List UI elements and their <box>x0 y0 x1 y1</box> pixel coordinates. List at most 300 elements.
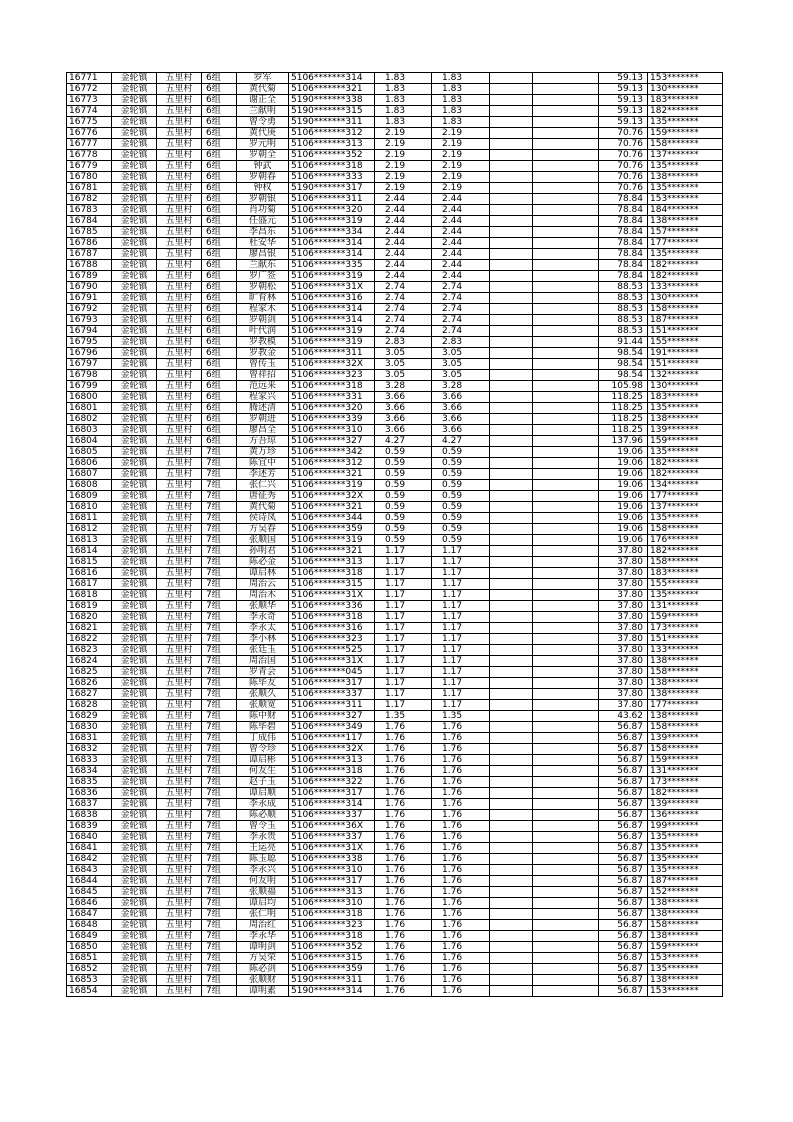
township-cell: 金轮镇 <box>112 766 157 777</box>
empty-cell <box>533 722 599 733</box>
table-row <box>67 315 723 326</box>
amount-cell: 59.13 <box>599 73 648 84</box>
township-cell: 金轮镇 <box>112 260 157 271</box>
group-cell: 6组 <box>202 227 237 238</box>
empty-cell <box>533 909 599 920</box>
group-cell: 6组 <box>202 117 237 128</box>
village-cell: 五里村 <box>157 337 202 348</box>
table-row <box>67 645 723 656</box>
group-cell: 6组 <box>202 183 237 194</box>
id-number-cell: 5106*******327 <box>289 711 375 722</box>
area-confirmed-cell: 2.19 <box>432 139 490 150</box>
area-confirmed-cell: 2.19 <box>432 150 490 161</box>
id-number-cell: 5106*******321 <box>289 469 375 480</box>
area-cell: 1.17 <box>375 656 432 667</box>
empty-cell <box>490 975 533 986</box>
group-cell: 7组 <box>202 513 237 524</box>
id-number-cell: 5106*******311 <box>289 700 375 711</box>
table-row <box>67 194 723 205</box>
village-cell: 五里村 <box>157 359 202 370</box>
empty-cell <box>490 436 533 447</box>
amount-cell: 59.13 <box>599 117 648 128</box>
township-cell: 金轮镇 <box>112 513 157 524</box>
amount-cell: 37.80 <box>599 689 648 700</box>
id-number-cell: 5106*******315 <box>289 579 375 590</box>
table-row <box>67 381 723 392</box>
township-cell: 金轮镇 <box>112 755 157 766</box>
village-cell: 五里村 <box>157 128 202 139</box>
name-cell: 廖昌全 <box>237 425 289 436</box>
amount-cell: 59.13 <box>599 106 648 117</box>
village-cell: 五里村 <box>157 590 202 601</box>
name-cell: 陈必剑 <box>237 964 289 975</box>
amount-cell: 56.87 <box>599 854 648 865</box>
name-cell: 罗广签 <box>237 271 289 282</box>
empty-cell <box>533 249 599 260</box>
row-number: 16839 <box>67 821 112 832</box>
township-cell: 金轮镇 <box>112 348 157 359</box>
phone-cell: 159******* <box>648 755 723 766</box>
area-confirmed-cell: 1.17 <box>432 601 490 612</box>
name-cell: 张顺福 <box>237 887 289 898</box>
table-row <box>67 326 723 337</box>
township-cell: 金轮镇 <box>112 722 157 733</box>
amount-cell: 70.76 <box>599 172 648 183</box>
table-row <box>67 172 723 183</box>
table-row <box>67 546 723 557</box>
area-cell: 0.59 <box>375 447 432 458</box>
row-number: 16771 <box>67 73 112 84</box>
area-confirmed-cell: 1.83 <box>432 84 490 95</box>
name-cell: 曾令珍 <box>237 744 289 755</box>
table-row <box>67 425 723 436</box>
area-confirmed-cell: 2.19 <box>432 161 490 172</box>
table-row <box>67 403 723 414</box>
name-cell: 罗朝松 <box>237 282 289 293</box>
township-cell: 金轮镇 <box>112 645 157 656</box>
village-cell: 五里村 <box>157 491 202 502</box>
table-row <box>67 205 723 216</box>
phone-cell: 187******* <box>648 876 723 887</box>
amount-cell: 19.06 <box>599 469 648 480</box>
area-confirmed-cell: 3.66 <box>432 392 490 403</box>
amount-cell: 70.76 <box>599 150 648 161</box>
table-row <box>67 755 723 766</box>
amount-cell: 37.80 <box>599 667 648 678</box>
table-row <box>67 238 723 249</box>
empty-cell <box>533 392 599 403</box>
group-cell: 6组 <box>202 73 237 84</box>
village-cell: 五里村 <box>157 887 202 898</box>
amount-cell: 19.06 <box>599 491 648 502</box>
area-cell: 1.83 <box>375 84 432 95</box>
township-cell: 金轮镇 <box>112 95 157 106</box>
id-number-cell: 5106*******338 <box>289 854 375 865</box>
row-number: 16848 <box>67 920 112 931</box>
table-row <box>67 524 723 535</box>
amount-cell: 98.54 <box>599 359 648 370</box>
area-cell: 1.76 <box>375 766 432 777</box>
amount-cell: 78.84 <box>599 227 648 238</box>
empty-cell <box>533 700 599 711</box>
amount-cell: 37.80 <box>599 700 648 711</box>
village-cell: 五里村 <box>157 458 202 469</box>
empty-cell <box>490 392 533 403</box>
township-cell: 金轮镇 <box>112 304 157 315</box>
name-cell: 罗朝春 <box>237 172 289 183</box>
table-row <box>67 249 723 260</box>
township-cell: 金轮镇 <box>112 480 157 491</box>
area-confirmed-cell: 1.17 <box>432 612 490 623</box>
township-cell: 金轮镇 <box>112 810 157 821</box>
area-confirmed-cell: 0.59 <box>432 480 490 491</box>
village-cell: 五里村 <box>157 920 202 931</box>
empty-cell <box>490 535 533 546</box>
group-cell: 6组 <box>202 392 237 403</box>
table-row <box>67 623 723 634</box>
village-cell: 五里村 <box>157 942 202 953</box>
table-row <box>67 656 723 667</box>
empty-cell <box>533 370 599 381</box>
area-confirmed-cell: 1.83 <box>432 95 490 106</box>
table-row <box>67 513 723 524</box>
group-cell: 7组 <box>202 711 237 722</box>
empty-cell <box>533 282 599 293</box>
name-cell: 黄代庚 <box>237 128 289 139</box>
amount-cell: 56.87 <box>599 931 648 942</box>
row-number: 16810 <box>67 502 112 513</box>
empty-cell <box>490 249 533 260</box>
empty-cell <box>490 898 533 909</box>
row-number: 16849 <box>67 931 112 942</box>
group-cell: 7组 <box>202 722 237 733</box>
id-number-cell: 5106*******321 <box>289 502 375 513</box>
empty-cell <box>533 953 599 964</box>
group-cell: 7组 <box>202 975 237 986</box>
empty-cell <box>533 667 599 678</box>
group-cell: 6组 <box>202 194 237 205</box>
table-row <box>67 469 723 480</box>
row-number: 16830 <box>67 722 112 733</box>
township-cell: 金轮镇 <box>112 392 157 403</box>
township-cell: 金轮镇 <box>112 788 157 799</box>
empty-cell <box>490 337 533 348</box>
empty-cell <box>490 821 533 832</box>
area-cell: 1.76 <box>375 887 432 898</box>
area-cell: 2.19 <box>375 183 432 194</box>
phone-cell: 159******* <box>648 436 723 447</box>
empty-cell <box>533 623 599 634</box>
phone-cell: 139******* <box>648 733 723 744</box>
village-cell: 五里村 <box>157 216 202 227</box>
empty-cell <box>490 326 533 337</box>
name-cell: 杜安华 <box>237 238 289 249</box>
township-cell: 金轮镇 <box>112 898 157 909</box>
group-cell: 6组 <box>202 106 237 117</box>
area-confirmed-cell: 2.44 <box>432 238 490 249</box>
empty-cell <box>533 425 599 436</box>
phone-cell: 134******* <box>648 480 723 491</box>
table-row <box>67 392 723 403</box>
township-cell: 金轮镇 <box>112 293 157 304</box>
township-cell: 金轮镇 <box>112 216 157 227</box>
area-confirmed-cell: 1.76 <box>432 744 490 755</box>
village-cell: 五里村 <box>157 953 202 964</box>
village-cell: 五里村 <box>157 700 202 711</box>
phone-cell: 158******* <box>648 744 723 755</box>
area-cell: 2.44 <box>375 216 432 227</box>
area-cell: 1.76 <box>375 832 432 843</box>
empty-cell <box>490 579 533 590</box>
village-cell: 五里村 <box>157 293 202 304</box>
empty-cell <box>490 777 533 788</box>
empty-cell <box>490 810 533 821</box>
township-cell: 金轮镇 <box>112 436 157 447</box>
area-cell: 2.44 <box>375 205 432 216</box>
village-cell: 五里村 <box>157 502 202 513</box>
area-cell: 2.74 <box>375 282 432 293</box>
area-confirmed-cell: 0.59 <box>432 491 490 502</box>
id-number-cell: 5106*******313 <box>289 557 375 568</box>
village-cell: 五里村 <box>157 106 202 117</box>
row-number: 16790 <box>67 282 112 293</box>
group-cell: 7组 <box>202 634 237 645</box>
row-number: 16801 <box>67 403 112 414</box>
amount-cell: 59.13 <box>599 84 648 95</box>
table-row <box>67 447 723 458</box>
phone-cell: 153******* <box>648 73 723 84</box>
id-number-cell: 5106*******314 <box>289 73 375 84</box>
phone-cell: 199******* <box>648 821 723 832</box>
phone-cell: 136******* <box>648 810 723 821</box>
row-number: 16847 <box>67 909 112 920</box>
row-number: 16840 <box>67 832 112 843</box>
village-cell: 五里村 <box>157 557 202 568</box>
row-number: 16843 <box>67 865 112 876</box>
id-number-cell: 5106*******319 <box>289 480 375 491</box>
amount-cell: 56.87 <box>599 755 648 766</box>
row-number: 16842 <box>67 854 112 865</box>
row-number: 16800 <box>67 392 112 403</box>
empty-cell <box>490 920 533 931</box>
area-confirmed-cell: 2.44 <box>432 194 490 205</box>
area-confirmed-cell: 1.76 <box>432 799 490 810</box>
empty-cell <box>533 535 599 546</box>
area-cell: 1.17 <box>375 689 432 700</box>
id-number-cell: 5106*******313 <box>289 139 375 150</box>
name-cell: 王运亮 <box>237 843 289 854</box>
village-cell: 五里村 <box>157 744 202 755</box>
group-cell: 7组 <box>202 623 237 634</box>
village-cell: 五里村 <box>157 722 202 733</box>
table-row <box>67 865 723 876</box>
empty-cell <box>533 931 599 942</box>
name-cell: 张仁兴 <box>237 480 289 491</box>
village-cell: 五里村 <box>157 370 202 381</box>
id-number-cell: 5106*******336 <box>289 601 375 612</box>
township-cell: 金轮镇 <box>112 84 157 95</box>
empty-cell <box>490 645 533 656</box>
id-number-cell: 5106*******337 <box>289 689 375 700</box>
empty-cell <box>533 326 599 337</box>
row-number: 16821 <box>67 623 112 634</box>
row-number: 16829 <box>67 711 112 722</box>
row-number: 16851 <box>67 953 112 964</box>
amount-cell: 19.06 <box>599 502 648 513</box>
empty-cell <box>533 480 599 491</box>
row-number: 16779 <box>67 161 112 172</box>
area-confirmed-cell: 0.59 <box>432 469 490 480</box>
area-cell: 0.59 <box>375 535 432 546</box>
amount-cell: 19.06 <box>599 480 648 491</box>
area-cell: 1.83 <box>375 117 432 128</box>
empty-cell <box>533 755 599 766</box>
amount-cell: 91.44 <box>599 337 648 348</box>
group-cell: 7组 <box>202 524 237 535</box>
village-cell: 五里村 <box>157 821 202 832</box>
name-cell: 周治云 <box>237 579 289 590</box>
area-cell: 1.83 <box>375 73 432 84</box>
table-row <box>67 128 723 139</box>
township-cell: 金轮镇 <box>112 183 157 194</box>
area-confirmed-cell: 1.17 <box>432 546 490 557</box>
township-cell: 金轮镇 <box>112 337 157 348</box>
table-body <box>67 73 723 997</box>
table-row <box>67 854 723 865</box>
name-cell: 程家兴 <box>237 392 289 403</box>
area-cell: 2.19 <box>375 172 432 183</box>
area-confirmed-cell: 1.76 <box>432 876 490 887</box>
group-cell: 7组 <box>202 766 237 777</box>
table-row <box>67 733 723 744</box>
id-number-cell: 5106*******313 <box>289 755 375 766</box>
group-cell: 7组 <box>202 744 237 755</box>
id-number-cell: 5106*******327 <box>289 436 375 447</box>
phone-cell: 131******* <box>648 601 723 612</box>
area-cell: 1.17 <box>375 667 432 678</box>
id-number-cell: 5106*******352 <box>289 942 375 953</box>
row-number: 16827 <box>67 689 112 700</box>
id-number-cell: 5106*******32X <box>289 359 375 370</box>
row-number: 16834 <box>67 766 112 777</box>
row-number: 16818 <box>67 590 112 601</box>
id-number-cell: 5106*******316 <box>289 293 375 304</box>
area-confirmed-cell: 2.74 <box>432 326 490 337</box>
area-cell: 4.27 <box>375 436 432 447</box>
group-cell: 7组 <box>202 931 237 942</box>
name-cell: 何友生 <box>237 766 289 777</box>
township-cell: 金轮镇 <box>112 920 157 931</box>
id-number-cell: 5106*******334 <box>289 227 375 238</box>
area-cell: 2.44 <box>375 227 432 238</box>
township-cell: 金轮镇 <box>112 931 157 942</box>
phone-cell: 153******* <box>648 194 723 205</box>
empty-cell <box>490 370 533 381</box>
empty-cell <box>533 172 599 183</box>
amount-cell: 56.87 <box>599 876 648 887</box>
id-number-cell: 5106*******342 <box>289 447 375 458</box>
area-cell: 1.76 <box>375 920 432 931</box>
township-cell: 金轮镇 <box>112 777 157 788</box>
empty-cell <box>490 183 533 194</box>
group-cell: 7组 <box>202 700 237 711</box>
area-confirmed-cell: 1.17 <box>432 689 490 700</box>
area-confirmed-cell: 1.17 <box>432 590 490 601</box>
empty-cell <box>490 425 533 436</box>
village-cell: 五里村 <box>157 513 202 524</box>
row-number: 16845 <box>67 887 112 898</box>
township-cell: 金轮镇 <box>112 205 157 216</box>
empty-cell <box>533 986 599 997</box>
area-cell: 1.76 <box>375 975 432 986</box>
id-number-cell: 5106*******337 <box>289 810 375 821</box>
township-cell: 金轮镇 <box>112 733 157 744</box>
empty-cell <box>490 381 533 392</box>
area-cell: 1.76 <box>375 843 432 854</box>
group-cell: 7组 <box>202 612 237 623</box>
village-cell: 五里村 <box>157 667 202 678</box>
name-cell: 李昌东 <box>237 227 289 238</box>
area-cell: 2.74 <box>375 304 432 315</box>
empty-cell <box>533 315 599 326</box>
township-cell: 金轮镇 <box>112 502 157 513</box>
amount-cell: 105.98 <box>599 381 648 392</box>
phone-cell: 191******* <box>648 348 723 359</box>
name-cell: 罗教金 <box>237 348 289 359</box>
group-cell: 7组 <box>202 843 237 854</box>
area-cell: 1.76 <box>375 777 432 788</box>
empty-cell <box>490 172 533 183</box>
id-number-cell: 5106*******31X <box>289 656 375 667</box>
phone-cell: 151******* <box>648 359 723 370</box>
name-cell: 范远来 <box>237 381 289 392</box>
table-row <box>67 436 723 447</box>
phone-cell: 138******* <box>648 216 723 227</box>
name-cell: 罗朝剑 <box>237 315 289 326</box>
amount-cell: 56.87 <box>599 799 648 810</box>
empty-cell <box>490 557 533 568</box>
empty-cell <box>490 755 533 766</box>
area-confirmed-cell: 2.74 <box>432 304 490 315</box>
phone-cell: 182******* <box>648 271 723 282</box>
id-number-cell: 5106*******323 <box>289 370 375 381</box>
row-number: 16807 <box>67 469 112 480</box>
row-number: 16815 <box>67 557 112 568</box>
group-cell: 7组 <box>202 535 237 546</box>
amount-cell: 78.84 <box>599 260 648 271</box>
id-number-cell: 5190*******338 <box>289 95 375 106</box>
empty-cell <box>490 315 533 326</box>
table-row <box>67 73 723 84</box>
group-cell: 6组 <box>202 326 237 337</box>
group-cell: 7组 <box>202 887 237 898</box>
row-number: 16825 <box>67 667 112 678</box>
empty-cell <box>490 128 533 139</box>
table-row <box>67 612 723 623</box>
area-cell: 0.59 <box>375 513 432 524</box>
area-cell: 2.44 <box>375 238 432 249</box>
empty-cell <box>533 832 599 843</box>
amount-cell: 118.25 <box>599 414 648 425</box>
table-row <box>67 535 723 546</box>
amount-cell: 37.80 <box>599 612 648 623</box>
township-cell: 金轮镇 <box>112 139 157 150</box>
table-row <box>67 876 723 887</box>
id-number-cell: 5106*******318 <box>289 161 375 172</box>
village-cell: 五里村 <box>157 843 202 854</box>
row-number: 16774 <box>67 106 112 117</box>
group-cell: 7组 <box>202 557 237 568</box>
